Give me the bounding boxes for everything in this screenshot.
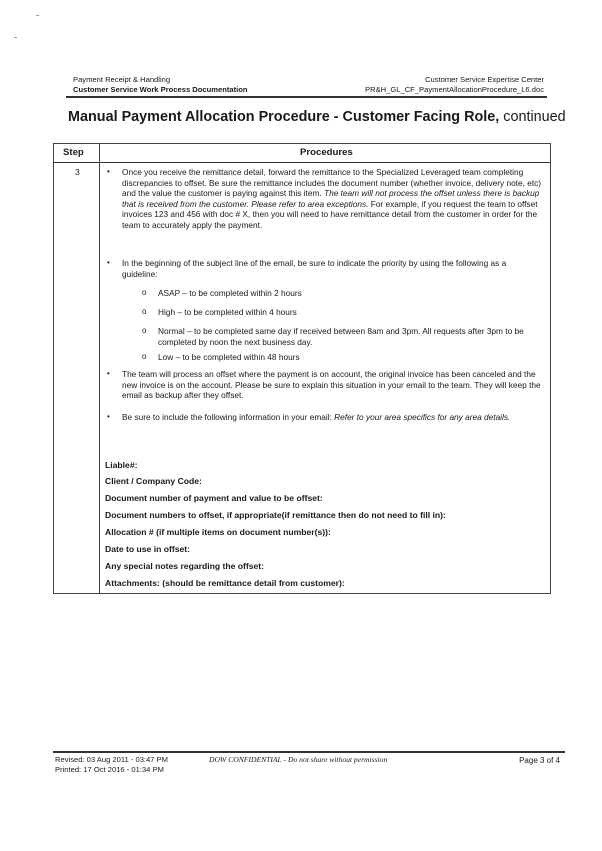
- bullet4-text: Be sure to include the following information in your email:: [122, 412, 332, 422]
- circle-bullet-icon: o: [142, 307, 147, 316]
- bullet2-text: In the beginning of the subject line of the email, be sure to indicate the priority by using the following as a guideline:: [122, 258, 507, 279]
- bullet-icon: •: [107, 369, 110, 378]
- field-client-company-code: Client / Company Code:: [105, 476, 202, 486]
- table-header-rule: [53, 162, 550, 163]
- field-special-notes: Any special notes regarding the offset:: [105, 561, 265, 571]
- circle-bullet-icon: o: [142, 352, 147, 361]
- priority-asap: ASAP – to be completed within 2 hours: [158, 288, 302, 298]
- bullet1-paragraph: [122, 167, 542, 231]
- field-liable: Liable#:: [105, 460, 138, 470]
- priority-high: High – to be completed within 4 hours: [158, 307, 297, 317]
- page-title-suffix: continued: [499, 109, 566, 125]
- scan-mark: [36, 15, 39, 16]
- circle-bullet-icon: o: [142, 288, 147, 297]
- footer-printed: Printed: 17 Oct 2016 - 01:34 PM: [55, 765, 164, 774]
- bullet-icon: •: [107, 167, 110, 176]
- field-attachments: Attachments: (should be remittance detail from customer):: [105, 578, 345, 588]
- footer-rule: [53, 751, 565, 753]
- bullet1-italic2: Please refer to area exceptions.: [251, 198, 369, 209]
- field-allocation: Allocation # (if multiple items on document number(s)):: [105, 527, 331, 537]
- scan-mark: [14, 37, 17, 38]
- header-left-line1: Payment Receipt & Handling: [73, 75, 171, 84]
- priority-low: Low – to be completed within 48 hours: [158, 352, 300, 362]
- bullet3-text: The team will process an offset where the payment is on account, the original invoice has been canceled and the new invoice is on the account. Please be sure to explain this situation in your email to the team. They will keep the email as backup after they offset.: [122, 369, 541, 401]
- field-document-numbers-offset: Document numbers to offset, if appropriate(if remittance then do not need to fill in):: [105, 510, 446, 520]
- footer-confidential: DOW CONFIDENTIAL - Do not share without permission: [209, 755, 388, 764]
- header-rule: [66, 96, 547, 98]
- header-right-line2: PR&H_GL_CF_PaymentAllocationProcedure_L6.doc: [365, 85, 544, 94]
- bullet1-italic1: The team will not process the offset unless there is backup that is received from the customer.: [122, 188, 540, 209]
- circle-bullet-icon: o: [142, 326, 147, 335]
- step-number: 3: [75, 167, 80, 177]
- field-date-to-use: Date to use in offset:: [105, 544, 190, 554]
- bullet1-text2: For example, if you request the team to offset invoices 123 and 456 with doc # X, then you will need to have remittance detail from the customer in order for the team to accurately apply the payment.: [122, 198, 538, 230]
- page-title-main: Manual Payment Allocation Procedure - Customer Facing Role,: [68, 109, 500, 125]
- footer-revised: Revised: 03 Aug 2011 - 03:47 PM: [55, 755, 168, 764]
- footer-page-number: Page 3 of 4: [519, 756, 560, 765]
- bullet-icon: •: [107, 258, 110, 267]
- bullet4-italic: Refer to your area specifics for any area details.: [334, 412, 511, 422]
- bullet4-paragraph: [122, 412, 537, 423]
- table-column-divider: [99, 143, 100, 593]
- column-header-procedures: Procedures: [300, 147, 353, 158]
- bullet1-text: Once you receive the remittance detail, forward the remittance to the Specialized Leveraged team completing discrepancies to offset. Be sure the remittance includes the document number (whether invoice, delivery note, etc) and the value the customer is paying against this item.: [122, 167, 542, 199]
- header-left-line2: Customer Service Work Process Documentation: [73, 85, 248, 94]
- priority-normal: Normal – to be completed same day if received between 8am and 3pm. All requests after 3pm to be completed by noon the next business day.: [158, 326, 524, 347]
- header-right-line1: Customer Service Expertise Center: [424, 75, 544, 84]
- page-title: [68, 109, 566, 125]
- field-document-number: Document number of payment and value to be offset:: [105, 493, 323, 503]
- bullet-icon: •: [107, 412, 110, 421]
- column-header-step: Step: [63, 147, 84, 158]
